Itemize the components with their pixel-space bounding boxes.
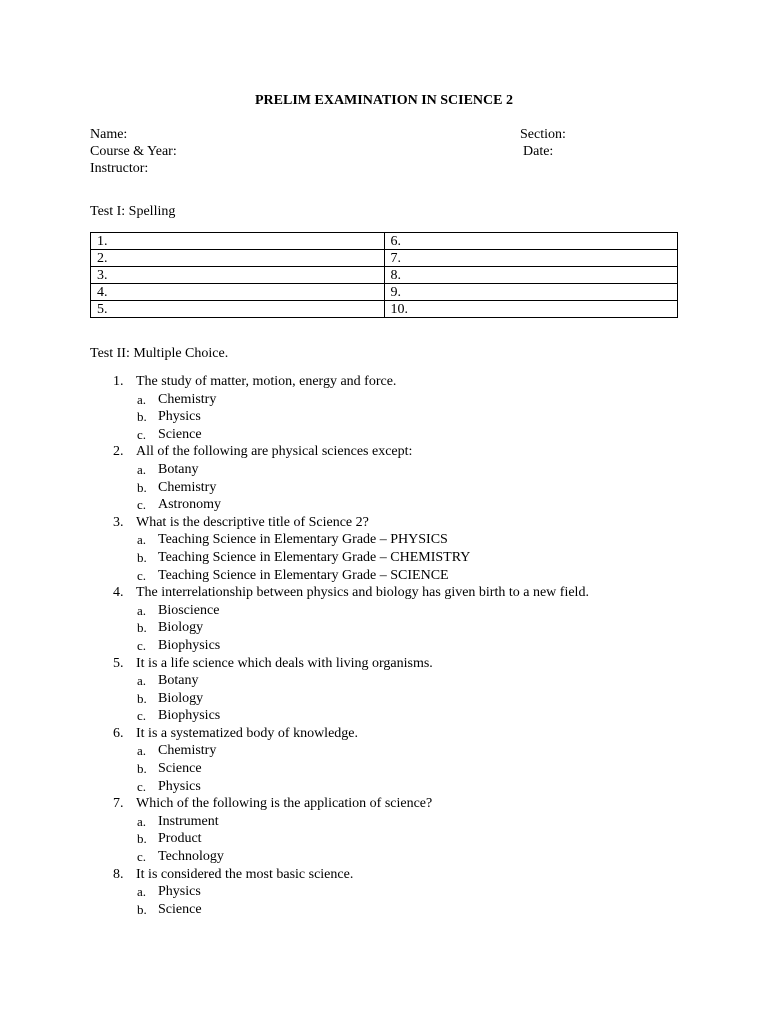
option-item — [0, 707, 768, 725]
option-item — [0, 391, 768, 409]
question-number: 1. — [113, 374, 124, 389]
option-item — [0, 848, 768, 866]
option-text: Chemistry — [158, 743, 217, 759]
option-text: Technology — [158, 849, 224, 865]
question-item — [0, 443, 768, 461]
student-info-right — [520, 126, 640, 160]
option-letter: a. — [137, 813, 147, 829]
option-text: Biology — [158, 690, 204, 706]
option-item — [0, 549, 768, 567]
table-row — [91, 250, 678, 267]
option-item — [0, 619, 768, 637]
option-text: Physics — [158, 884, 201, 900]
option-letter: a. — [137, 673, 147, 689]
option-text: Bioscience — [158, 602, 220, 618]
question-item — [0, 725, 768, 743]
course-year-label: Course & Year: — [90, 144, 177, 159]
date-label: Date: — [523, 144, 554, 159]
table-row — [91, 301, 678, 318]
option-letter: a. — [137, 602, 147, 618]
option-item — [0, 496, 768, 514]
option-item — [0, 901, 768, 919]
option-letter: b. — [137, 549, 147, 565]
option-item — [0, 672, 768, 690]
question-text: All of the following are physical sciences except: — [136, 444, 413, 460]
option-text: Biophysics — [158, 708, 221, 724]
test1-heading: Test I: Spelling — [90, 204, 176, 219]
table-cell: 7. — [384, 250, 678, 267]
option-text: Science — [158, 761, 202, 777]
option-letter: c. — [137, 849, 147, 865]
name-label: Name: — [90, 127, 128, 142]
option-text: Chemistry — [158, 479, 217, 495]
question-item — [0, 584, 768, 602]
table-cell: 2. — [91, 250, 385, 267]
option-text: Botany — [158, 673, 199, 689]
option-text: Physics — [158, 409, 201, 425]
question-text: Which of the following is the application of science? — [136, 796, 433, 812]
option-item — [0, 830, 768, 848]
option-text: Teaching Science in Elementary Grade – PHYSICS — [158, 532, 448, 548]
option-item — [0, 778, 768, 796]
question-text: The interrelationship between physics and biology has given birth to a new field. — [136, 585, 589, 601]
option-text: Science — [158, 901, 202, 917]
option-item — [0, 426, 768, 444]
option-text: Biology — [158, 620, 204, 636]
question-item — [0, 373, 768, 391]
question-list — [0, 373, 768, 918]
option-letter: b. — [137, 409, 147, 425]
option-item — [0, 883, 768, 901]
option-item — [0, 567, 768, 585]
question-item — [0, 866, 768, 884]
option-text: Teaching Science in Elementary Grade – CHEMISTRY — [158, 549, 471, 565]
question-number: 6. — [113, 725, 124, 741]
option-letter: a. — [137, 743, 147, 759]
page-title: PRELIM EXAMINATION IN SCIENCE 2 — [255, 93, 513, 108]
option-letter: a. — [137, 884, 147, 900]
spelling-table — [90, 232, 678, 318]
question-number: 4. — [113, 585, 124, 601]
option-text: Teaching Science in Elementary Grade – SCIENCE — [158, 567, 449, 583]
option-text: Chemistry — [158, 391, 217, 407]
question-text: It is a systematized body of knowledge. — [136, 725, 359, 741]
table-cell: 8. — [384, 267, 678, 284]
option-letter: b. — [137, 620, 147, 636]
option-letter: b. — [137, 901, 147, 917]
option-text: Product — [158, 831, 202, 847]
student-info-left — [90, 126, 590, 177]
option-letter: b. — [137, 761, 147, 777]
option-letter: b. — [137, 479, 147, 495]
table-cell: 6. — [384, 233, 678, 250]
table-row — [91, 233, 678, 250]
option-letter: c. — [137, 426, 147, 442]
question-number: 5. — [113, 655, 124, 671]
option-letter: c. — [137, 497, 147, 513]
option-letter: a. — [137, 532, 147, 548]
option-letter: b. — [137, 831, 147, 847]
question-number: 7. — [113, 796, 124, 812]
question-number: 2. — [113, 444, 124, 460]
option-letter: b. — [137, 690, 147, 706]
question-item — [0, 655, 768, 673]
option-letter: a. — [137, 461, 147, 477]
test2-heading: Test II: Multiple Choice. — [90, 346, 229, 361]
table-cell: 9. — [384, 284, 678, 301]
option-text: Botany — [158, 461, 199, 477]
question-text: It is a life science which deals with living organisms. — [136, 655, 433, 671]
table-cell: 5. — [91, 301, 385, 318]
option-letter: c. — [137, 708, 147, 724]
option-letter: c. — [137, 637, 147, 653]
option-letter: c. — [137, 567, 147, 583]
option-item — [0, 479, 768, 497]
option-item — [0, 813, 768, 831]
option-item — [0, 461, 768, 479]
question-item — [0, 795, 768, 813]
option-text: Biophysics — [158, 637, 221, 653]
option-letter: a. — [137, 391, 147, 407]
option-item — [0, 742, 768, 760]
table-cell: 3. — [91, 267, 385, 284]
table-cell: 1. — [91, 233, 385, 250]
option-item — [0, 637, 768, 655]
section-label: Section: — [520, 127, 566, 142]
option-text: Instrument — [158, 813, 219, 829]
question-text: The study of matter, motion, energy and force. — [136, 374, 397, 389]
option-item — [0, 690, 768, 708]
option-item — [0, 602, 768, 620]
option-text: Science — [158, 426, 202, 442]
instructor-label: Instructor: — [90, 161, 149, 176]
question-text: It is considered the most basic science. — [136, 866, 354, 882]
option-text: Physics — [158, 778, 201, 794]
option-item — [0, 408, 768, 426]
table-row — [91, 284, 678, 301]
option-letter: c. — [137, 778, 147, 794]
table-cell: 4. — [91, 284, 385, 301]
option-item — [0, 760, 768, 778]
question-text: What is the descriptive title of Science 2? — [136, 514, 369, 530]
option-item — [0, 531, 768, 549]
table-row — [91, 267, 678, 284]
question-number: 8. — [113, 866, 124, 882]
table-cell: 10. — [384, 301, 678, 318]
question-item — [0, 514, 768, 532]
option-text: Astronomy — [158, 497, 221, 513]
question-number: 3. — [113, 514, 124, 530]
